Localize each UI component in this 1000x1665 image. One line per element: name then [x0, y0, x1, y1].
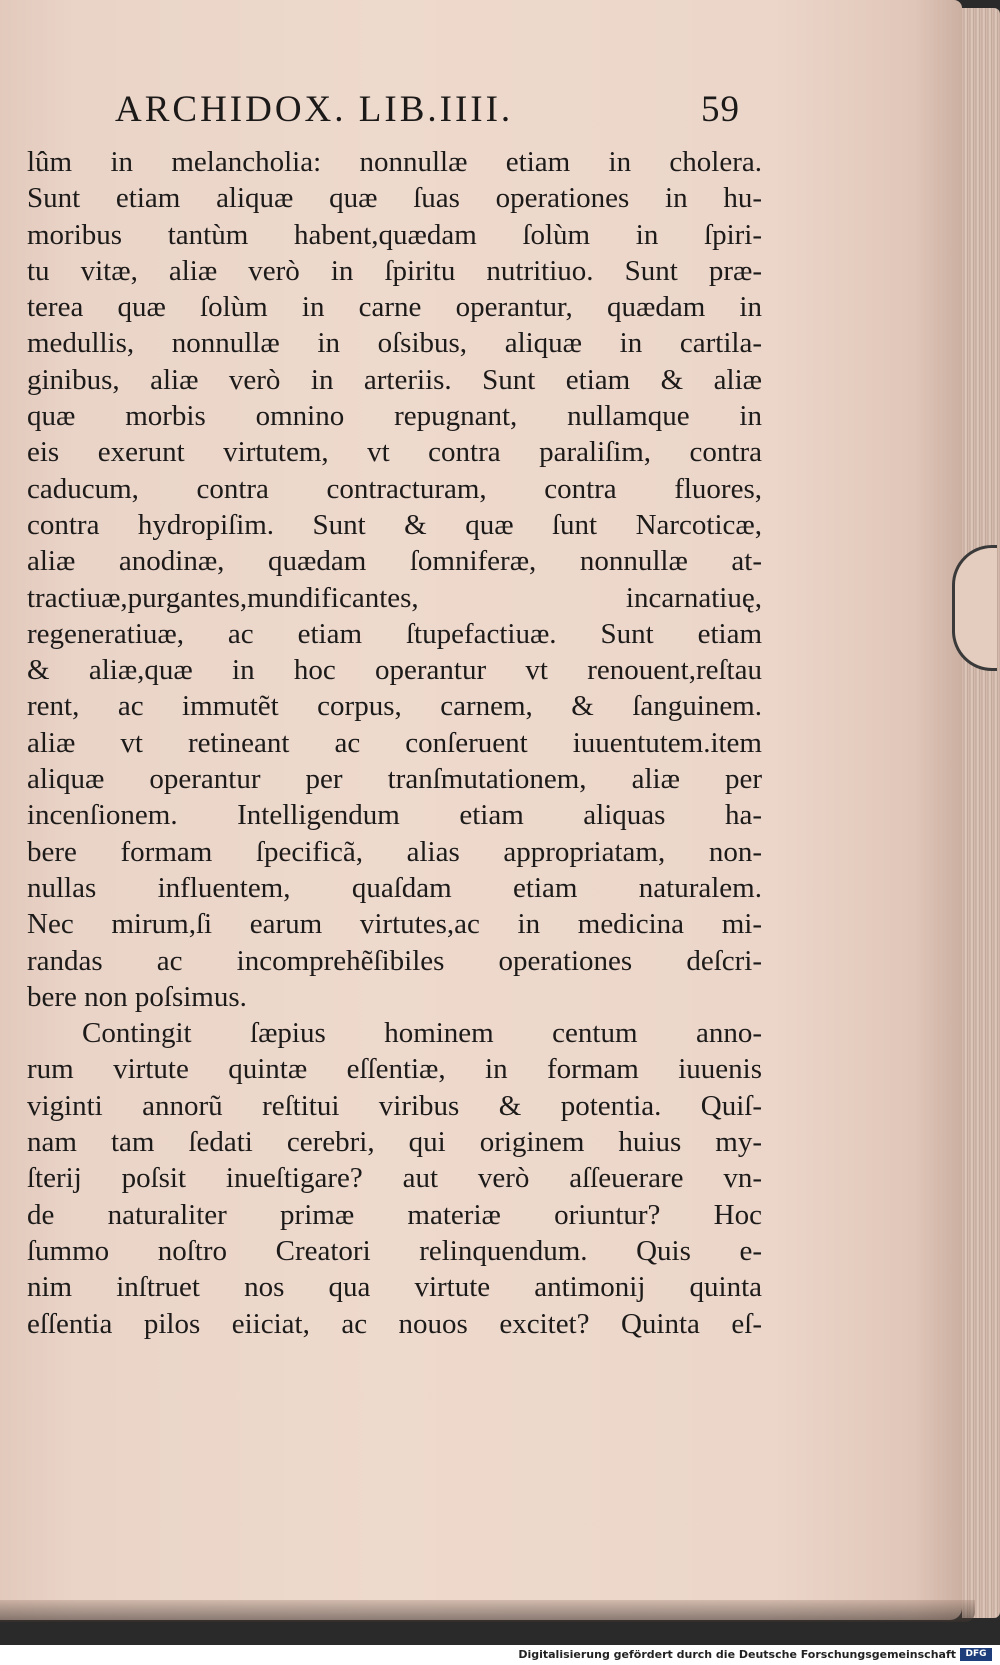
- text-line: lûm in melancholia: nonnullæ etiam in cholera.: [27, 146, 762, 178]
- page-bottom-shadow: [0, 1600, 975, 1622]
- text-line: viginti annorũ reſtitui viribus & potentia. Quiſ-: [27, 1089, 762, 1122]
- text-line: eis exerunt virtutem, vt contra paraliſim, contra: [27, 436, 762, 469]
- text-line: nullas influentem, quaſdam etiam naturalem.: [27, 871, 762, 904]
- text-line: incenſionem. Intelligendum etiam aliquas ha-: [27, 799, 762, 832]
- text-line: ginibus, aliæ verò in arteriis. Sunt etiam & aliæ: [27, 363, 762, 396]
- footer-credit: Digitalisierung gefördert durch die Deutsche Forschungsgemeinschaft: [518, 1648, 956, 1661]
- text-line: eſſentia pilos eiiciat, ac nouos excitet? Quinta eſ-: [27, 1307, 762, 1340]
- text-line: quæ morbis omnino repugnant, nullamque in: [27, 400, 762, 433]
- text-line: Sunt etiam aliquæ quæ ſuas operationes in hu-: [27, 182, 762, 215]
- text-line: tractiuæ,purgantes,mundificantes, incarnatiuę,: [27, 581, 762, 614]
- text-line: aliæ vt retineant ac conſeruent iuuentutem.item: [27, 726, 762, 759]
- text-line: moribus tantùm habent,quædam ſolùm in ſpiri-: [27, 218, 762, 251]
- text-line: ſterij poſsit inueſtigare? aut verò aſſeuerare vn-: [27, 1162, 762, 1195]
- text-line: bere non poſsimus.: [27, 980, 247, 1013]
- text-line: bere formam ſpecificã, alias appropriatam, non-: [27, 835, 762, 868]
- text-line: Contingit ſæpius hominem centum anno-: [82, 1017, 762, 1050]
- page-number: 59: [701, 89, 740, 130]
- text-line: randas ac incomprehẽſibiles operationes deſcri-: [27, 944, 762, 977]
- text-line: regeneratiuæ, ac etiam ſtupefactiuæ. Sunt etiam: [27, 617, 762, 650]
- text-line: & aliæ,quæ in hoc operantur vt renouent,reſtau: [27, 654, 762, 687]
- running-head: ARCHIDOX. LIB.IIII.: [115, 89, 514, 130]
- body-text: [27, 144, 762, 1342]
- text-line: tu vitæ, aliæ verò in ſpiritu nutritiuo. Sunt præ-: [27, 254, 762, 287]
- page-tab-notch: [952, 545, 997, 671]
- text-line: caducum, contra contracturam, contra fluores,: [27, 472, 762, 505]
- text-line: contra hydropiſim. Sunt & quæ ſunt Narcoticæ,: [27, 508, 762, 541]
- page-edges: [962, 8, 1000, 1618]
- text-line: de naturaliter primæ materiæ oriuntur? Hoc: [27, 1198, 762, 1231]
- text-line: medullis, nonnullæ in oſsibus, aliquæ in cartila-: [27, 327, 762, 360]
- text-line: terea quæ ſolùm in carne operantur, quædam in: [27, 291, 762, 324]
- page-header: [115, 88, 740, 132]
- digitization-footer: [0, 1645, 1000, 1665]
- text-line: rum virtute quintæ eſſentiæ, in formam iuuenis: [27, 1053, 762, 1086]
- text-line: Nec mirum,ſi earum virtutes,ac in medicina mi-: [27, 908, 762, 941]
- text-line: aliquæ operantur per tranſmutationem, aliæ per: [27, 763, 762, 796]
- text-line: ſummo noſtro Creatori relinquendum. Quis e-: [27, 1234, 762, 1267]
- text-line: nim inſtruet nos qua virtute antimonij quinta: [27, 1271, 762, 1304]
- text-line: rent, ac immutẽt corpus, carnem, & ſanguinem.: [27, 690, 762, 723]
- text-line: aliæ anodinæ, quædam ſomniferæ, nonnullæ at-: [27, 545, 762, 578]
- dfg-logo: DFG: [960, 1648, 992, 1661]
- text-line: nam tam ſedati cerebri, qui originem huius my-: [27, 1126, 762, 1159]
